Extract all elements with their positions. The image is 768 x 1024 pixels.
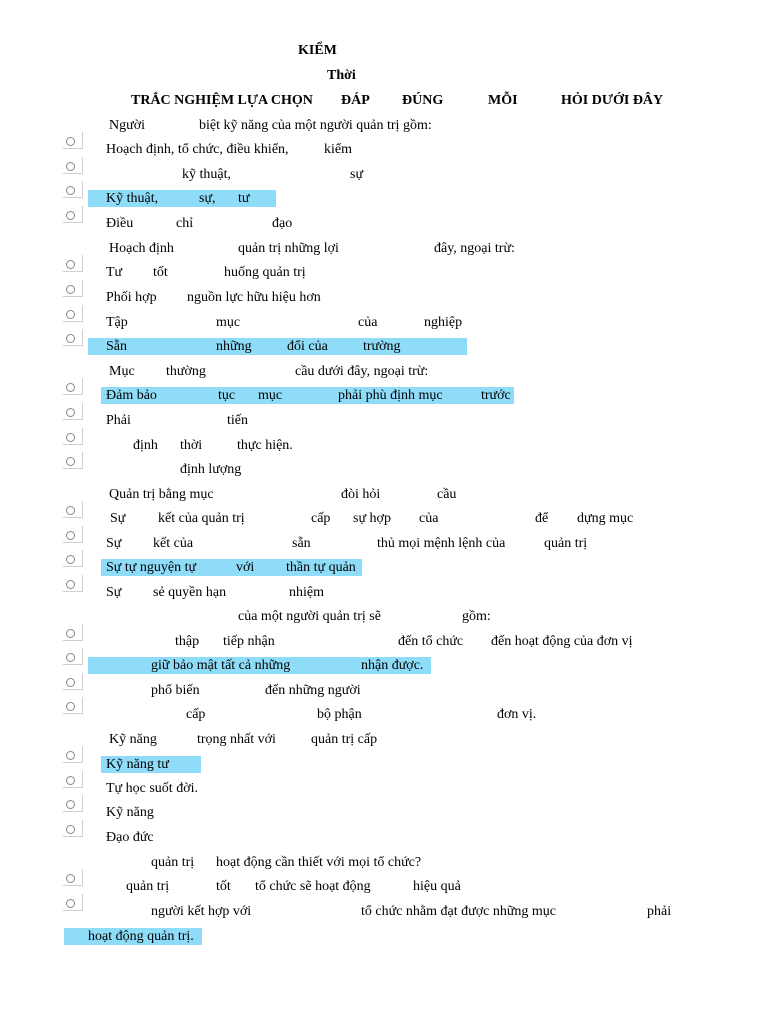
option-radio[interactable] [66, 751, 75, 760]
option-radio[interactable] [66, 334, 75, 343]
question-stem: trọng nhất với [197, 732, 276, 747]
option-text: quản trị [544, 536, 588, 551]
option-text: cấp [311, 511, 331, 526]
question-stem: đòi hỏi [341, 487, 381, 502]
option-text: Kỹ năng [106, 805, 154, 820]
title-part: MỖI [488, 93, 518, 108]
question-stem: thường [166, 364, 206, 379]
option-text: bộ phận [317, 707, 362, 722]
option-text: đơn vị. [497, 707, 537, 722]
option-radio[interactable] [66, 653, 75, 662]
option-radio[interactable] [66, 383, 75, 392]
question-stem: cầu [437, 487, 457, 502]
title-part: HỎI DƯỚI ĐÂY [561, 93, 664, 108]
option-text: mục [258, 388, 283, 403]
option-text: thập [175, 634, 200, 649]
option-text: tốt [216, 879, 231, 894]
option-radio[interactable] [66, 580, 75, 589]
question-stem: hoạt động cần thiết với mọi tổ chức? [216, 855, 422, 870]
option-text: đến hoạt động của đơn vị [491, 634, 633, 649]
option-text: kết của [153, 536, 194, 551]
option-text: huống quản trị [224, 265, 306, 280]
question-stem: cầu dưới đây, ngoại trừ: [295, 364, 429, 379]
question-stem: Kỹ năng [109, 732, 157, 747]
question-stem: gồm: [462, 609, 491, 624]
question-stem: của một người quản trị sẽ [238, 609, 381, 624]
option-text: phải phù định mục [338, 388, 443, 403]
header-line-2: Thời [327, 68, 356, 83]
option-text: sự hợp [353, 511, 391, 526]
option-text: trường [363, 339, 401, 354]
option-text: chỉ [176, 216, 194, 231]
option-text: nguồn lực hữu hiệu hơn [187, 290, 321, 305]
option-text: Phối hợp [106, 290, 157, 305]
option-text: định lượng [180, 462, 242, 477]
option-text: đổi của [287, 339, 328, 354]
question-stem: Người [109, 118, 145, 133]
option-text: Điều [106, 216, 134, 231]
option-text: Tư [106, 265, 123, 280]
option-text: tổ chức sẽ hoạt động [255, 879, 371, 894]
option-text: đến những người [265, 683, 361, 698]
option-radio[interactable] [66, 531, 75, 540]
option-text: kỹ thuật, [182, 167, 231, 182]
option-text: để [535, 511, 549, 526]
option-text: tốt [153, 265, 168, 280]
option-radio[interactable] [66, 776, 75, 785]
title-part: ĐÚNG [402, 93, 444, 108]
correct-answer-highlight [88, 338, 467, 355]
option-text: trước [481, 388, 511, 403]
option-text: kết của quản trị [158, 511, 245, 526]
option-text: Sự [110, 511, 126, 526]
option-text: quản trị [126, 879, 170, 894]
option-text: những [216, 339, 252, 354]
option-radio[interactable] [66, 162, 75, 171]
option-text: của [419, 511, 439, 526]
option-radio[interactable] [66, 629, 75, 638]
option-radio[interactable] [66, 678, 75, 687]
option-text: nhiệm [289, 585, 324, 600]
option-radio[interactable] [66, 506, 75, 515]
option-text: dựng mục [577, 511, 634, 526]
question-stem: quản trị cấp [311, 732, 378, 747]
question-stem: biệt kỹ năng của một người quản trị gồm: [199, 118, 432, 133]
option-text: nghiệp [424, 315, 463, 330]
option-radio[interactable] [66, 899, 75, 908]
option-text: Sự [106, 536, 122, 551]
option-text: tiến [227, 413, 248, 428]
option-radio[interactable] [66, 825, 75, 834]
option-text: Sự [106, 585, 122, 600]
option-text: phải [647, 904, 672, 919]
option-text: định [133, 438, 158, 453]
option-text: đạo [272, 216, 293, 231]
option-text: cấp [186, 707, 206, 722]
option-text: Hoạch định, tổ chức, điều khiển, [106, 142, 289, 157]
option-text: thủ mọi mệnh lệnh của [377, 536, 506, 551]
option-text: sẵn [292, 536, 311, 551]
option-text: với [236, 560, 255, 575]
option-text: sẻ quyền hạn [153, 585, 227, 600]
option-text: Sẵn [106, 339, 127, 354]
option-text: Kỹ thuật, [106, 191, 159, 206]
option-radio[interactable] [66, 260, 75, 269]
option-text: kiểm [324, 142, 352, 157]
question-stem: đây, ngoại trừ: [434, 241, 515, 256]
option-text: tư [238, 191, 250, 206]
option-text: sự, [199, 191, 216, 206]
option-text: đến tổ chức [398, 634, 464, 649]
option-text: Phải [106, 413, 131, 428]
option-text: thần tự quản [286, 560, 356, 575]
option-text: tổ chức nhằm đạt được những mục [361, 904, 557, 919]
option-text: mục [216, 315, 241, 330]
option-radio[interactable] [66, 555, 75, 564]
option-text: hiệu quả [413, 879, 461, 894]
option-text: tục [218, 388, 236, 403]
option-radio[interactable] [66, 285, 75, 294]
title-part: TRẮC NGHIỆM LỰA CHỌN [131, 93, 313, 108]
option-text: giữ bảo mật tất cả những [151, 658, 291, 673]
option-text: phổ biến [151, 683, 200, 698]
title-part: ĐÁP [341, 93, 370, 108]
option-radio[interactable] [66, 874, 75, 883]
option-text: Tự học suốt đời. [106, 781, 198, 796]
option-radio[interactable] [66, 137, 75, 146]
question-stem: quản trị [151, 855, 195, 870]
option-radio[interactable] [66, 800, 75, 809]
option-radio[interactable] [66, 433, 75, 442]
question-stem: quản trị những lợi [238, 241, 339, 256]
option-text: Sự tự nguyện tự [106, 560, 197, 575]
option-text: nhận được. [361, 658, 424, 673]
option-radio[interactable] [66, 186, 75, 195]
option-radio[interactable] [66, 211, 75, 220]
option-text: Tập [106, 315, 128, 330]
option-radio[interactable] [66, 408, 75, 417]
question-stem: Hoạch định [109, 241, 174, 256]
option-radio[interactable] [66, 702, 75, 711]
question-stem: Quản trị bằng mục [109, 487, 214, 502]
header-line-1: KIỂM [298, 43, 337, 58]
option-text: thực hiện. [237, 438, 293, 453]
option-text-continuation: hoạt động quản trị. [88, 929, 194, 944]
option-text: Đạo đức [106, 830, 154, 845]
option-radio[interactable] [66, 457, 75, 466]
option-text: của [358, 315, 378, 330]
option-text: Đảm bảo [106, 388, 157, 403]
question-stem: Mục [109, 364, 135, 379]
option-text: Kỹ năng tư [106, 757, 169, 772]
option-text: người kết hợp với [151, 904, 252, 919]
correct-answer-highlight [101, 387, 514, 404]
option-radio[interactable] [66, 310, 75, 319]
option-text: sự [350, 167, 364, 182]
option-text: thời [180, 438, 203, 453]
option-text: tiếp nhận [223, 634, 275, 649]
